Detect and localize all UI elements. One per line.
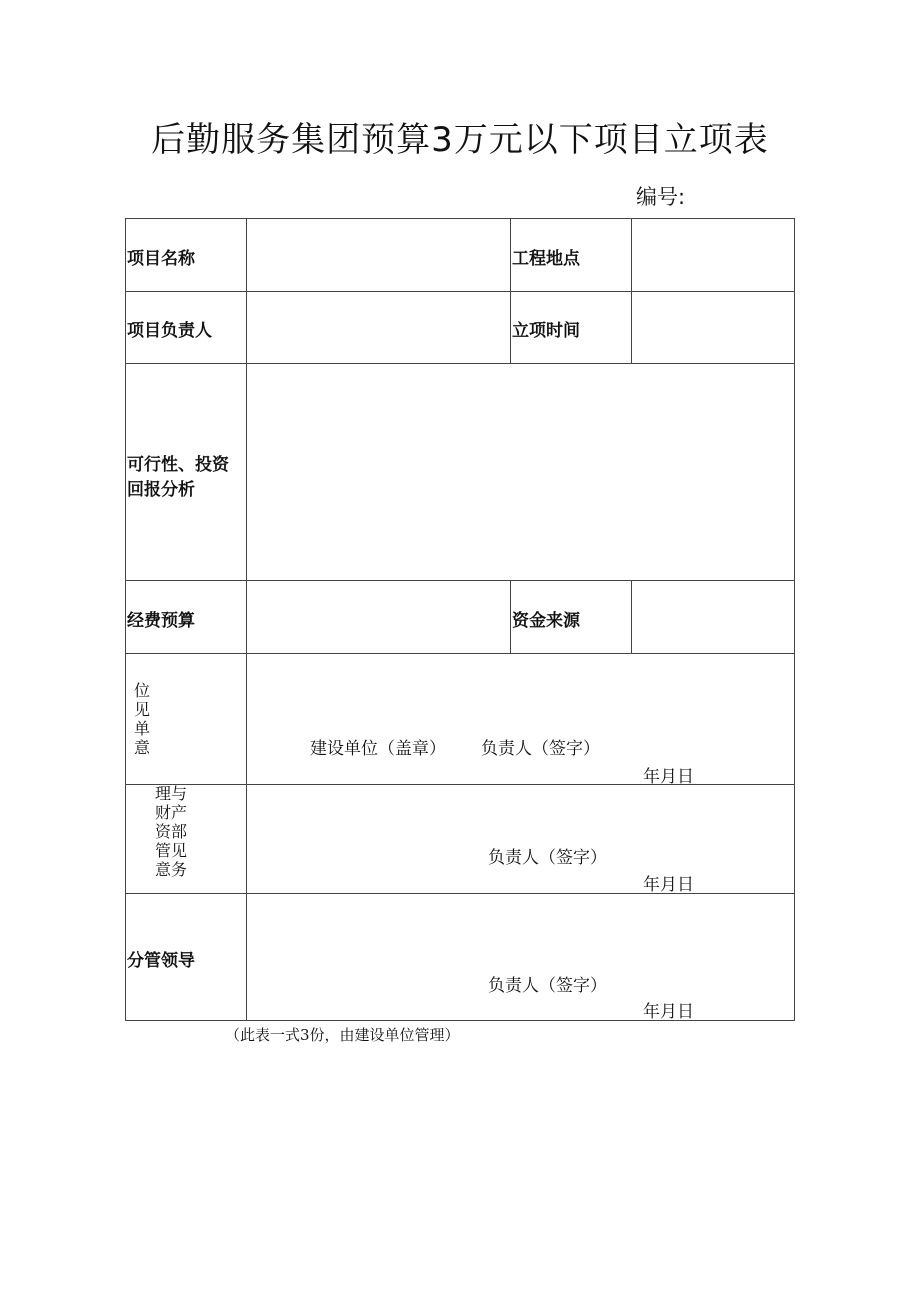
unit-opinion-char: 见 xyxy=(134,700,151,719)
cell-approval-time-value[interactable] xyxy=(631,291,795,364)
asset-opinion-line: 意务 xyxy=(155,860,188,879)
unit-opinion-label xyxy=(134,681,150,757)
unit-leader-sign-label: 负责人（签字） xyxy=(481,739,600,759)
project-leader-label: 项目负责人 xyxy=(127,321,212,341)
feasibility-label-line1: 可行性、投资 xyxy=(127,455,229,475)
unit-opinion-char: 位 xyxy=(134,681,151,700)
fund-source-label: 资金来源 xyxy=(512,611,580,631)
asset-leader-sign-label: 负责人（签字） xyxy=(488,848,607,868)
approval-time-label: 立项时间 xyxy=(512,321,580,341)
cell-fund-source-value[interactable] xyxy=(631,580,795,654)
lead-sign-label: 负责人（签字） xyxy=(488,976,607,996)
unit-opinion-char: 单 xyxy=(134,719,151,738)
asset-date-label: 年月日 xyxy=(643,875,694,895)
asset-opinion-line: 管见 xyxy=(155,841,188,860)
budget-label: 经费预算 xyxy=(127,611,195,631)
cell-asset-opinion-value[interactable] xyxy=(246,784,795,894)
site-label: 工程地点 xyxy=(512,249,580,269)
asset-opinion-line: 财产 xyxy=(155,803,188,822)
cell-project-name-value[interactable] xyxy=(246,218,511,292)
unit-seal-label: 建设单位（盖章） xyxy=(310,739,446,759)
asset-opinion-label xyxy=(155,784,187,879)
cell-feasibility-value[interactable] xyxy=(246,363,795,581)
feasibility-label-line2: 回报分析 xyxy=(127,480,195,500)
cell-site-value[interactable] xyxy=(631,218,795,292)
cell-project-leader-value[interactable] xyxy=(246,291,511,364)
cell-budget-value[interactable] xyxy=(246,580,511,654)
cell-lead-value[interactable] xyxy=(246,893,795,1021)
asset-opinion-line: 资部 xyxy=(155,822,188,841)
asset-opinion-line: 理与 xyxy=(155,784,188,803)
unit-date-label: 年月日 xyxy=(643,767,694,787)
footer-note: （此表一式3份，由建设单位管理） xyxy=(225,1026,460,1044)
lead-date-label: 年月日 xyxy=(643,1002,694,1022)
serial-number-label: 编号: xyxy=(636,185,686,209)
cell-unit-opinion-value[interactable] xyxy=(246,653,795,785)
form-title: 后勤服务集团预算3万元以下项目立项表 xyxy=(151,120,769,160)
unit-opinion-char: 意 xyxy=(134,738,151,757)
lead-label: 分管领导 xyxy=(127,951,195,971)
project-name-label: 项目名称 xyxy=(127,249,195,269)
